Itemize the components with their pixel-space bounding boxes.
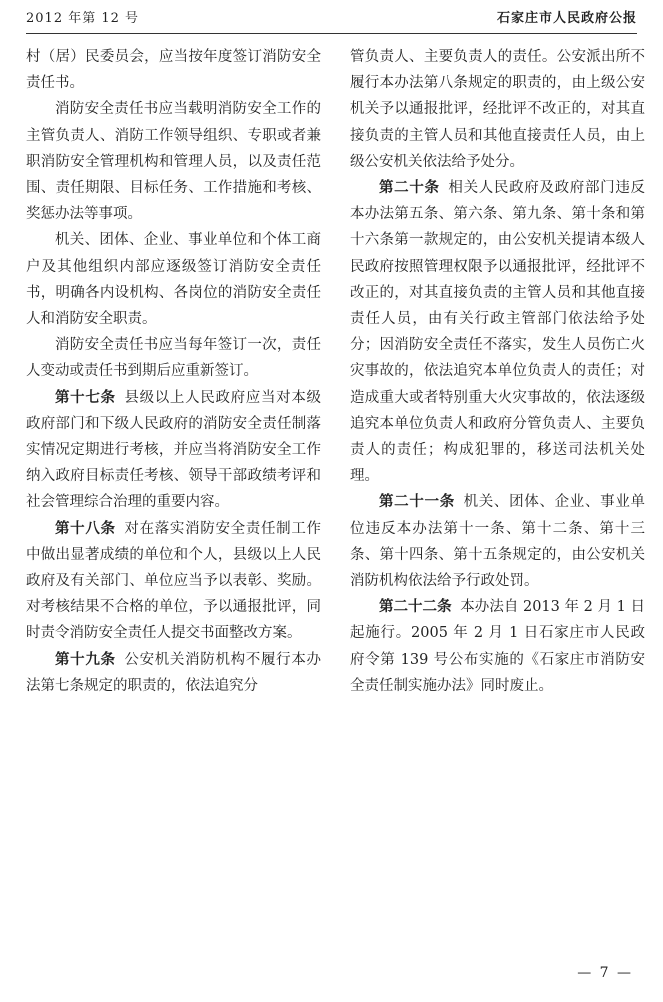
paragraph-text: 村（居）民委员会，应当按年度签订消防安全责任书。	[26, 49, 321, 92]
issue-label: 2012 年第 12 号	[26, 11, 140, 26]
article-22	[350, 594, 645, 699]
paragraph	[26, 44, 321, 96]
paragraph-text: 公安机关消防机构不履行本办法第七条规定的职责的，依法追究分	[26, 651, 321, 694]
paragraph-text: 机关、团体、企业、事业单位违反本办法第十一条、第十二条、第十三条、第十四条、第十五条规定的，由公安机关消防机构依法给予行政处罚。	[350, 494, 646, 590]
header-divider	[26, 33, 637, 34]
paragraph-text: 消防安全责任书应当载明消防安全工作的主管负责人、消防工作领导组织、专职或者兼职消防安全管理机构和管理人员，以及责任范围、责任期限、目标任务、工作措施和考核、奖惩办法等事项。	[26, 101, 321, 223]
article-21	[350, 489, 645, 594]
article-number: 第十九条	[55, 650, 116, 668]
paragraph-text: 相关人民政府及政府部门违反本办法第五条、第六条、第九条、第十条和第十六条第一款规定的，由公安机关提请本级人民政府按照管理权限予以通报批评，经批评不改正的，对其直接负责的主管人员和其他直接责任人员，由有关行政主管部门依法给予处分；因消防安全责任不落实，发生人员伤亡火灾事故的，依法追究本单位负责人的责任；对造成重大或者特别重大火灾事故的，依法逐级追究本单位负责人和政府分管负责人、主要负责人的责任；构成犯罪的，移送司法机关处理。	[350, 180, 645, 485]
left-column	[26, 44, 321, 699]
paragraph-text: 消防安全责任书应当每年签订一次，责任人变动或责任书到期后应重新签订。	[26, 337, 321, 380]
paragraph-text: 本办法自 2013 年 2 月 1 日起施行。2005 年 2 月 1 日石家庄市人民政府令第 139 号公布实施的《石家庄市消防安全责任制实施办法》同时废止。	[350, 599, 645, 694]
article-number: 第二十一条	[379, 493, 455, 511]
page-number: — 7 —	[577, 965, 633, 981]
article-number: 第二十条	[379, 179, 440, 197]
page-header	[26, 8, 637, 30]
paragraph	[26, 332, 321, 384]
paragraph-text: 对在落实消防安全责任制工作中做出显著成绩的单位和个人，县级以上人民政府及有关部门、单位应当予以表彰、奖励。对考核结果不合格的单位，予以通报批评，同时责令消防安全责任人提交书面整改方案。	[26, 520, 321, 642]
article-number: 第十八条	[55, 519, 116, 537]
article-18	[26, 516, 321, 647]
paragraph	[26, 227, 321, 332]
right-column	[350, 44, 645, 699]
paragraph-text: 县级以上人民政府应当对本级政府部门和下级人民政府的消防安全责任制落实情况定期进行考核，并应当将消防安全工作纳入政府目标责任考核、领导干部政绩考评和社会管理综合治理的重要内容。	[26, 389, 321, 511]
paragraph-text: 机关、团体、企业、事业单位和个体工商户及其他组织内部应逐级签订消防安全责任书，明确各内设机构、各岗位的消防安全责任人和消防安全职责。	[26, 232, 321, 328]
article-19	[26, 647, 321, 699]
article-number: 第十七条	[55, 388, 116, 406]
article-20	[350, 175, 645, 489]
publication-title: 石家庄市人民政府公报	[496, 11, 637, 26]
paragraph	[26, 96, 321, 227]
article-17	[26, 385, 321, 516]
article-number: 第二十二条	[379, 598, 452, 616]
paragraph	[350, 44, 645, 175]
paragraph-text: 管负责人、主要负责人的责任。公安派出所不履行本办法第八条规定的职责的，由上级公安机关予以通报批评，经批评不改正的，对其直接负责的主管人员和其他直接责任人员，由上级公安机关依法给予处分。	[350, 49, 645, 170]
